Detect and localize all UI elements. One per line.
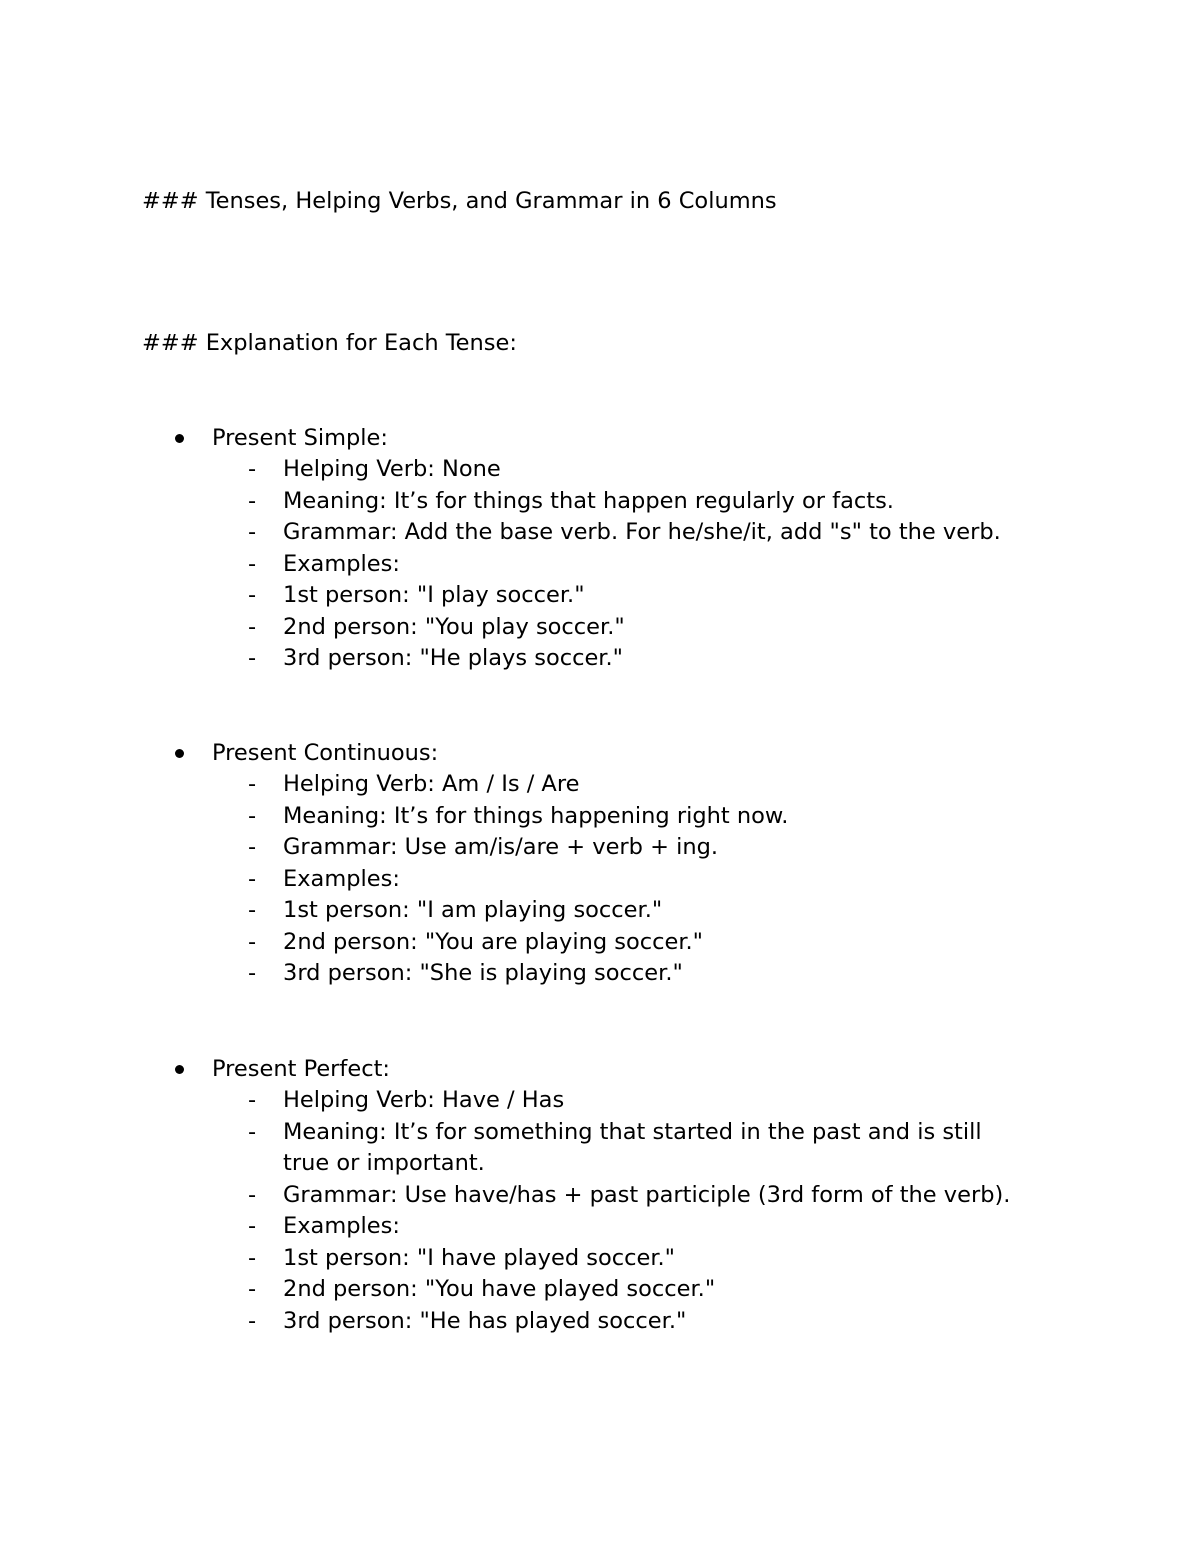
dash-marker: - xyxy=(248,802,257,829)
list-item xyxy=(0,486,1023,518)
list-item xyxy=(0,801,1023,833)
dash-marker: - xyxy=(248,928,257,955)
list-item xyxy=(0,454,1023,486)
tense-bullet xyxy=(0,422,1200,454)
tense-title: Present Continuous: xyxy=(212,740,439,766)
list-item-text: 2nd person: "You are playing soccer." xyxy=(283,928,704,955)
dash-marker: - xyxy=(248,1181,257,1208)
list-item-text: Helping Verb: Have / Has xyxy=(283,1087,565,1113)
list-item-text: Helping Verb: Am / Is / Are xyxy=(283,771,580,797)
bullet-dot-icon xyxy=(175,1065,184,1074)
list-item-text: Helping Verb: None xyxy=(283,456,501,482)
tense-title: Present Perfect: xyxy=(212,1056,390,1082)
document-title: ### Tenses, Helping Verbs, and Grammar in 6 Columns xyxy=(142,188,777,214)
tense-bullet xyxy=(0,1053,1200,1085)
list-item xyxy=(0,958,1023,990)
list-item-text: 3rd person: "She is playing soccer." xyxy=(283,960,683,986)
section-heading: ### Explanation for Each Tense: xyxy=(142,330,517,356)
list-item-text: Examples: xyxy=(283,550,400,577)
dash-marker: - xyxy=(248,1276,257,1302)
dash-marker: - xyxy=(248,550,257,577)
dash-marker: - xyxy=(248,582,257,608)
tense-detail-list xyxy=(0,454,1200,675)
list-item-text: 1st person: "I have played soccer." xyxy=(283,1244,676,1271)
dash-marker: - xyxy=(248,1244,257,1271)
list-item xyxy=(0,643,1023,675)
list-item xyxy=(0,927,1023,959)
list-item xyxy=(0,1117,1023,1180)
list-item-text: Grammar: Use am/is/are + verb + ing. xyxy=(283,834,719,860)
list-item-text: Meaning: It’s for things that happen regularly or facts. xyxy=(283,487,894,514)
dash-marker: - xyxy=(248,1307,257,1334)
list-item-text: 3rd person: "He plays soccer." xyxy=(283,645,623,671)
list-item-text: 3rd person: "He has played soccer." xyxy=(283,1307,687,1334)
bullet-dot-icon xyxy=(175,749,184,758)
dash-marker: - xyxy=(248,960,257,986)
list-item-text: Grammar: Use have/has + past participle (3rd form of the verb). xyxy=(283,1181,1011,1208)
list-item xyxy=(0,864,1023,896)
list-item-text: 2nd person: "You play soccer." xyxy=(283,613,625,640)
dash-marker: - xyxy=(248,613,257,640)
list-item-text: 1st person: "I play soccer." xyxy=(283,582,585,608)
list-item xyxy=(0,1211,1023,1243)
list-item-text: Meaning: It’s for things happening right now. xyxy=(283,802,789,829)
list-item xyxy=(0,1243,1023,1275)
tense-detail-list xyxy=(0,1085,1200,1337)
dash-marker: - xyxy=(248,771,257,797)
list-item-text: Examples: xyxy=(283,865,400,892)
dash-marker: - xyxy=(248,1213,257,1239)
list-item-text: Meaning: It’s for something that started in the past and is still true or important. xyxy=(283,1118,982,1176)
list-item xyxy=(0,1180,1023,1212)
dash-marker: - xyxy=(248,865,257,892)
list-item xyxy=(0,580,1023,612)
dash-marker: - xyxy=(248,519,257,545)
list-item-text: Grammar: Add the base verb. For he/she/it, add "s" to the verb. xyxy=(283,519,1001,545)
dash-marker: - xyxy=(248,645,257,671)
dash-marker: - xyxy=(248,897,257,923)
list-item xyxy=(0,1306,1023,1338)
list-item-text: 2nd person: "You have played soccer." xyxy=(283,1276,716,1302)
list-item-text: 1st person: "I am playing soccer." xyxy=(283,897,663,923)
dash-marker: - xyxy=(248,487,257,514)
tense-section-present-perfect xyxy=(0,1053,1200,1337)
dash-marker: - xyxy=(248,1118,257,1145)
dash-marker: - xyxy=(248,834,257,860)
list-item xyxy=(0,832,1023,864)
list-item xyxy=(0,612,1023,644)
tense-title: Present Simple: xyxy=(212,425,388,451)
list-item xyxy=(0,549,1023,581)
list-item xyxy=(0,517,1023,549)
tense-section-present-simple xyxy=(0,422,1200,675)
tense-bullet xyxy=(0,737,1200,769)
bullet-dot-icon xyxy=(175,434,184,443)
list-item xyxy=(0,1274,1023,1306)
list-item-text: Examples: xyxy=(283,1213,400,1239)
dash-marker: - xyxy=(248,1087,257,1113)
list-item xyxy=(0,895,1023,927)
tense-section-present-continuous xyxy=(0,737,1200,990)
list-item xyxy=(0,1085,1023,1117)
list-item xyxy=(0,769,1023,801)
dash-marker: - xyxy=(248,456,257,482)
tense-detail-list xyxy=(0,769,1200,990)
